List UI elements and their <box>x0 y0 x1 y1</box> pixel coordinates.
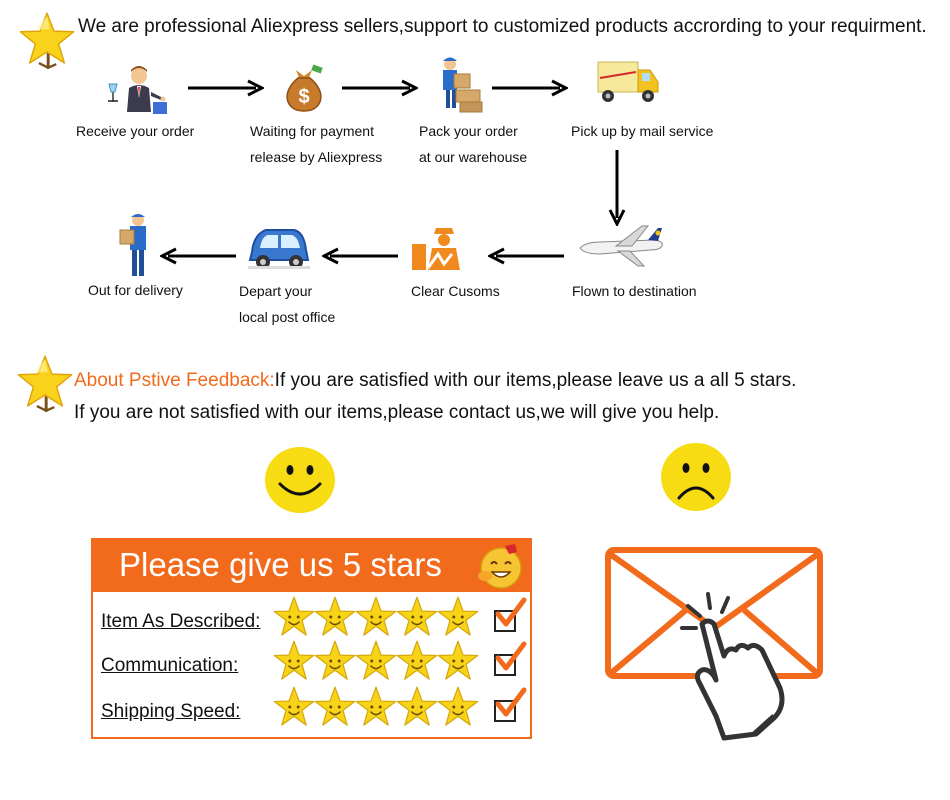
rating-star-icon[interactable] <box>355 686 397 728</box>
sad-face-icon <box>659 442 733 514</box>
customs-officer-icon <box>408 224 472 272</box>
arrow-left-icon <box>160 246 236 266</box>
rating-star-icon[interactable] <box>273 596 315 638</box>
rating-star-icon[interactable] <box>396 596 438 638</box>
arrow-right-icon <box>342 78 418 98</box>
rating-star-icon[interactable] <box>355 596 397 638</box>
rating-label-item-described: Item As Described: <box>101 611 261 632</box>
step-label: Waiting for payment release by Aliexpress <box>250 123 383 165</box>
car-icon <box>246 222 312 272</box>
businessman-icon <box>107 64 169 116</box>
happy-face-icon <box>263 446 337 514</box>
svg-text:$: $ <box>298 86 310 108</box>
rating-header <box>93 540 530 592</box>
step-label: Clear Cusoms <box>411 283 500 299</box>
laughing-emoji-icon <box>475 542 525 590</box>
intro-text: We are professional Aliexpress sellers,support to customized products accrording to your requirment. <box>78 16 927 37</box>
rating-star-icon[interactable] <box>437 640 479 682</box>
rating-star-icon[interactable] <box>437 686 479 728</box>
rating-star-icon[interactable] <box>355 640 397 682</box>
rating-star-icon[interactable] <box>314 596 356 638</box>
arrow-down-icon <box>607 150 627 226</box>
rating-star-icon[interactable] <box>396 640 438 682</box>
checkmark-icon <box>493 596 527 630</box>
rating-star-icon[interactable] <box>314 686 356 728</box>
warehouse-worker-icon <box>430 54 486 114</box>
money-bag-icon <box>282 64 326 112</box>
step-label: Out for delivery <box>88 282 183 298</box>
arrow-right-icon <box>492 78 568 98</box>
checkmark-icon <box>493 640 527 674</box>
airplane-icon <box>576 224 666 270</box>
rating-label-communication: Communication: <box>101 655 239 676</box>
step-label: Depart your local post office <box>239 283 336 325</box>
delivery-truck-icon <box>596 58 660 104</box>
arrow-left-icon <box>322 246 398 266</box>
rating-star-icon[interactable] <box>273 686 315 728</box>
arrow-right-icon <box>188 78 264 98</box>
step-label: Flown to destination <box>572 283 697 299</box>
step-label: Receive your order <box>76 123 195 139</box>
feedback-line-1: About Pstive Feedback:If you are satisfied with our items,please leave us a all 5 stars. <box>74 370 797 391</box>
rating-label-shipping-speed: Shipping Speed: <box>101 701 241 722</box>
courier-icon <box>118 212 154 278</box>
star-bullet-icon <box>16 350 74 418</box>
star-bullet-icon <box>18 9 76 73</box>
feedback-highlight: About Pstive Feedback: <box>74 370 275 391</box>
rating-star-icon[interactable] <box>314 640 356 682</box>
rating-star-icon[interactable] <box>437 596 479 638</box>
rating-box <box>91 538 532 739</box>
step-label: Pack your order at our warehouse <box>419 123 528 165</box>
rating-title: Please give us 5 stars <box>119 546 442 583</box>
arrow-left-icon <box>488 246 564 266</box>
rating-star-icon[interactable] <box>273 640 315 682</box>
rating-star-icon[interactable] <box>396 686 438 728</box>
envelope-click-icon[interactable] <box>604 546 824 742</box>
feedback-line-2: If you are not satisfied with our items,please contact us,we will give you help. <box>74 402 720 423</box>
step-label: Pick up by mail service <box>571 123 714 139</box>
checkmark-icon <box>493 686 527 720</box>
